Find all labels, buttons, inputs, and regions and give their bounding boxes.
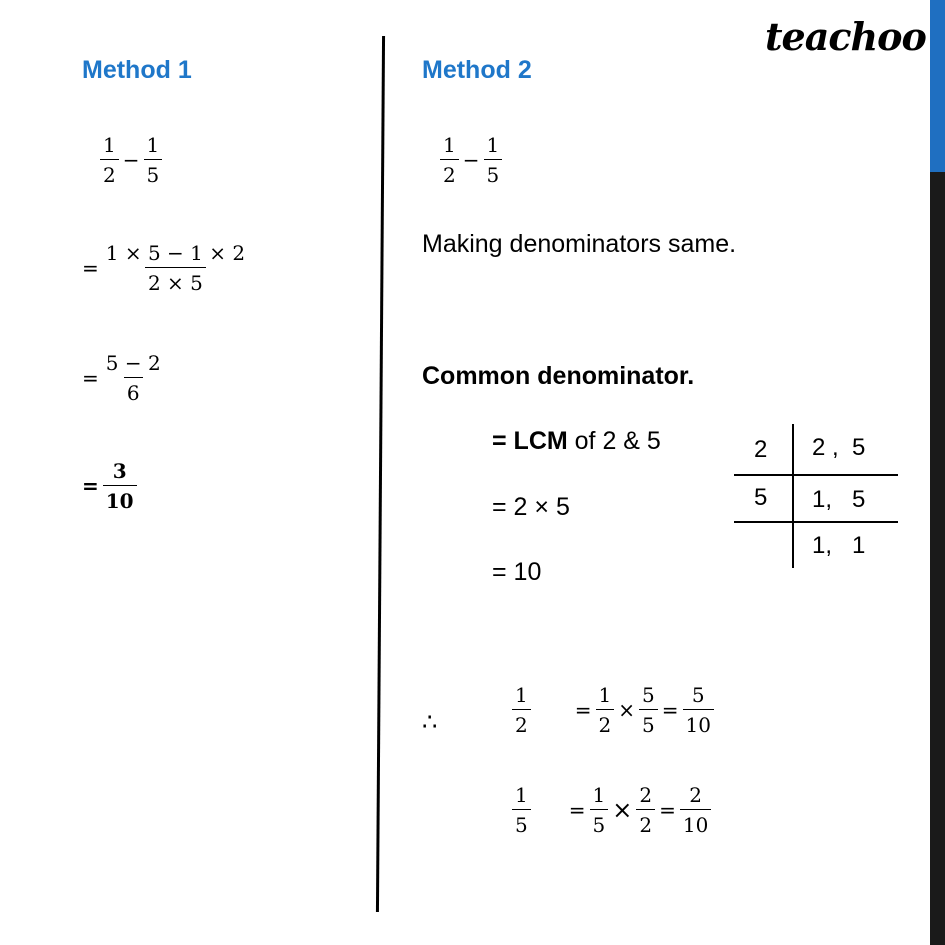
- answer-fraction: $\frac{3}{10}$: [103, 460, 137, 512]
- fraction: $\frac{1}{5}$: [144, 134, 163, 186]
- divisor: 5: [754, 484, 768, 511]
- fraction: $\frac{1 \times 5 - 1 \times 2}{2 \times 5}$: [105, 241, 246, 295]
- quotient-row: 1, 1: [812, 532, 866, 559]
- fraction: $\frac{5}{5}$: [639, 684, 658, 736]
- method2-expression: $\frac{1}{2}$ − $\frac{1}{5}$: [440, 134, 502, 186]
- table-vertical-line: [792, 424, 794, 568]
- fraction: $\frac{1}{2}$: [596, 684, 615, 736]
- lcm-result-line: = 10: [492, 558, 542, 586]
- method1-heading: Method 1: [82, 56, 192, 84]
- fraction: $\frac{1}{2}$: [440, 134, 459, 186]
- quotient-row: 2 , 5: [812, 434, 866, 461]
- fraction: $\frac{1}{2}$: [512, 684, 531, 736]
- table-horizontal-line: [734, 474, 898, 476]
- quotient-row: 1, 5: [812, 486, 866, 513]
- sidebar-dark-bar: [930, 172, 945, 945]
- teachoo-logo: teachoo: [765, 14, 926, 59]
- fraction: $\frac{2}{10}$: [680, 784, 711, 836]
- sidebar-accent-bar: [930, 0, 945, 172]
- fraction: $\frac{5}{10}$: [683, 684, 714, 736]
- table-horizontal-line: [734, 521, 898, 523]
- fraction: $\frac{1}{5}$: [590, 784, 609, 836]
- conversion-row-half: $\frac{1}{2}$ = $\frac{1}{2}$ × $\frac{5}{5}$ = $\frac{5}{10}$: [512, 684, 714, 736]
- fraction: $\frac{1}{5}$: [484, 134, 503, 186]
- common-denominator-heading: Common denominator.: [422, 362, 695, 390]
- lcm-product-line: = 2 × 5: [492, 493, 570, 521]
- method2-heading: Method 2: [422, 56, 532, 84]
- fraction: $\frac{5 - 2}{6}$: [105, 351, 161, 405]
- method1-step2: = $\frac{5 - 2}{6}$: [82, 352, 164, 404]
- fraction: $\frac{2}{2}$: [636, 784, 655, 836]
- lcm-line: = LCM of 2 & 5: [492, 427, 661, 455]
- method1-answer: = $\frac{3}{10}$: [82, 460, 137, 512]
- divisor: 2: [754, 436, 768, 463]
- lcm-division-table: [734, 424, 898, 570]
- making-denominators-text: Making denominators same.: [422, 230, 737, 258]
- conversion-row-fifth: $\frac{1}{5}$ = $\frac{1}{5}$ × $\frac{2}{2}$ = $\frac{2}{10}$: [512, 784, 711, 836]
- fraction: $\frac{1}{2}$: [100, 134, 119, 186]
- fraction: $\frac{1}{5}$: [512, 784, 531, 836]
- column-divider: [376, 36, 385, 912]
- therefore-symbol: ∴: [422, 708, 438, 736]
- method1-expression: $\frac{1}{2}$ − $\frac{1}{5}$: [100, 134, 162, 186]
- method1-step1: = $\frac{1 \times 5 - 1 \times 2}{2 \times 5}$: [82, 242, 248, 294]
